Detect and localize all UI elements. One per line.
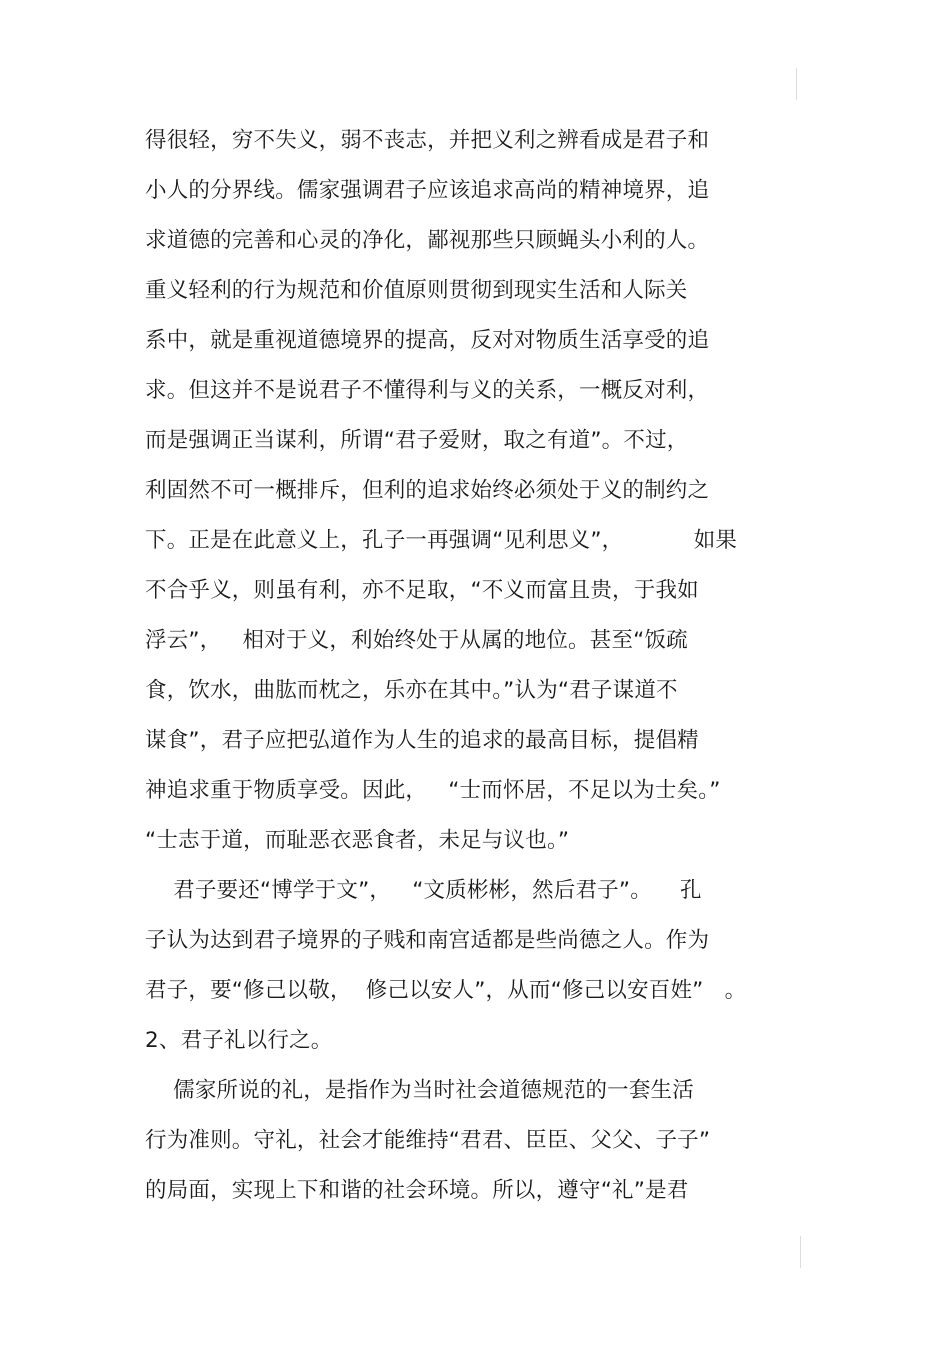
text-line-15: “士志于道，而耻恶衣恶食者，未足与议也。” [145,828,570,853]
text-line-4: 重义轻利的行为规范和价值原则贯彻到现实生活和人际关 [145,278,688,303]
text-line-17: 子认为达到君子境界的子贱和南宫适都是些尚德之人。作为 [145,928,710,953]
text-line-21: 行为准则。守礼，社会才能维持“君君、臣臣、父父、子子” [145,1128,711,1153]
text-line-22: 的局面，实现上下和谐的社会环境。所以，遵守“礼”是君 [145,1178,689,1203]
text-line-9: 下。正是在此意义上，孔子一再强调“见利思义”， 如果 [145,528,738,553]
page-edge-mark-top [796,68,797,100]
text-line-20: 儒家所说的礼，是指作为当时社会道德规范的一套生活 [145,1078,694,1103]
text-line-10: 不合乎义，则虽有利，亦不足取，“不义而富且贵，于我如 [145,578,699,603]
section-heading: 2、君子礼以行之。 [145,1028,333,1053]
text-line-6: 求。但这并不是说君子不懂得利与义的关系，一概反对利， [145,378,710,403]
text-line-14: 神追求重于物质享受。因此， “士而怀居，不足以为士矣。” [145,778,721,803]
text-line-16: 君子要还“博学于文”， “文质彬彬，然后君子”。 孔 [145,878,702,903]
text-line-7: 而是强调正当谋利，所谓“君子爱财，取之有道”。不过， [145,428,689,453]
text-line-2: 小人的分界线。儒家强调君子应该追求高尚的精神境界，追 [145,178,710,203]
text-line-8: 利固然不可一概排斥，但利的追求始终必须处于义的制约之 [145,478,710,503]
text-line-12: 食，饮水，曲肱而枕之，乐亦在其中。”认为“君子谋道不 [145,678,678,703]
page-edge-mark-bottom [800,1236,801,1268]
text-line-5: 系中，就是重视道德境界的提高，反对对物质生活享受的追 [145,328,710,353]
text-line-11: 浮云”， 相对于义，利始终处于从属的地位。甚至“饭疏 [145,628,688,653]
text-line-18: 君子，要“修己以敬， 修己以安人”，从而“修己以安百姓” 。 [145,978,747,1003]
text-line-1: 得很轻，穷不失义，弱不丧志，并把义利之辨看成是君子和 [145,128,710,153]
text-line-13: 谋食”，君子应把弘道作为人生的追求的最高目标，提倡精 [145,728,699,753]
text-line-3: 求道德的完善和心灵的净化，鄙视那些只顾蝇头小利的人。 [145,228,710,253]
